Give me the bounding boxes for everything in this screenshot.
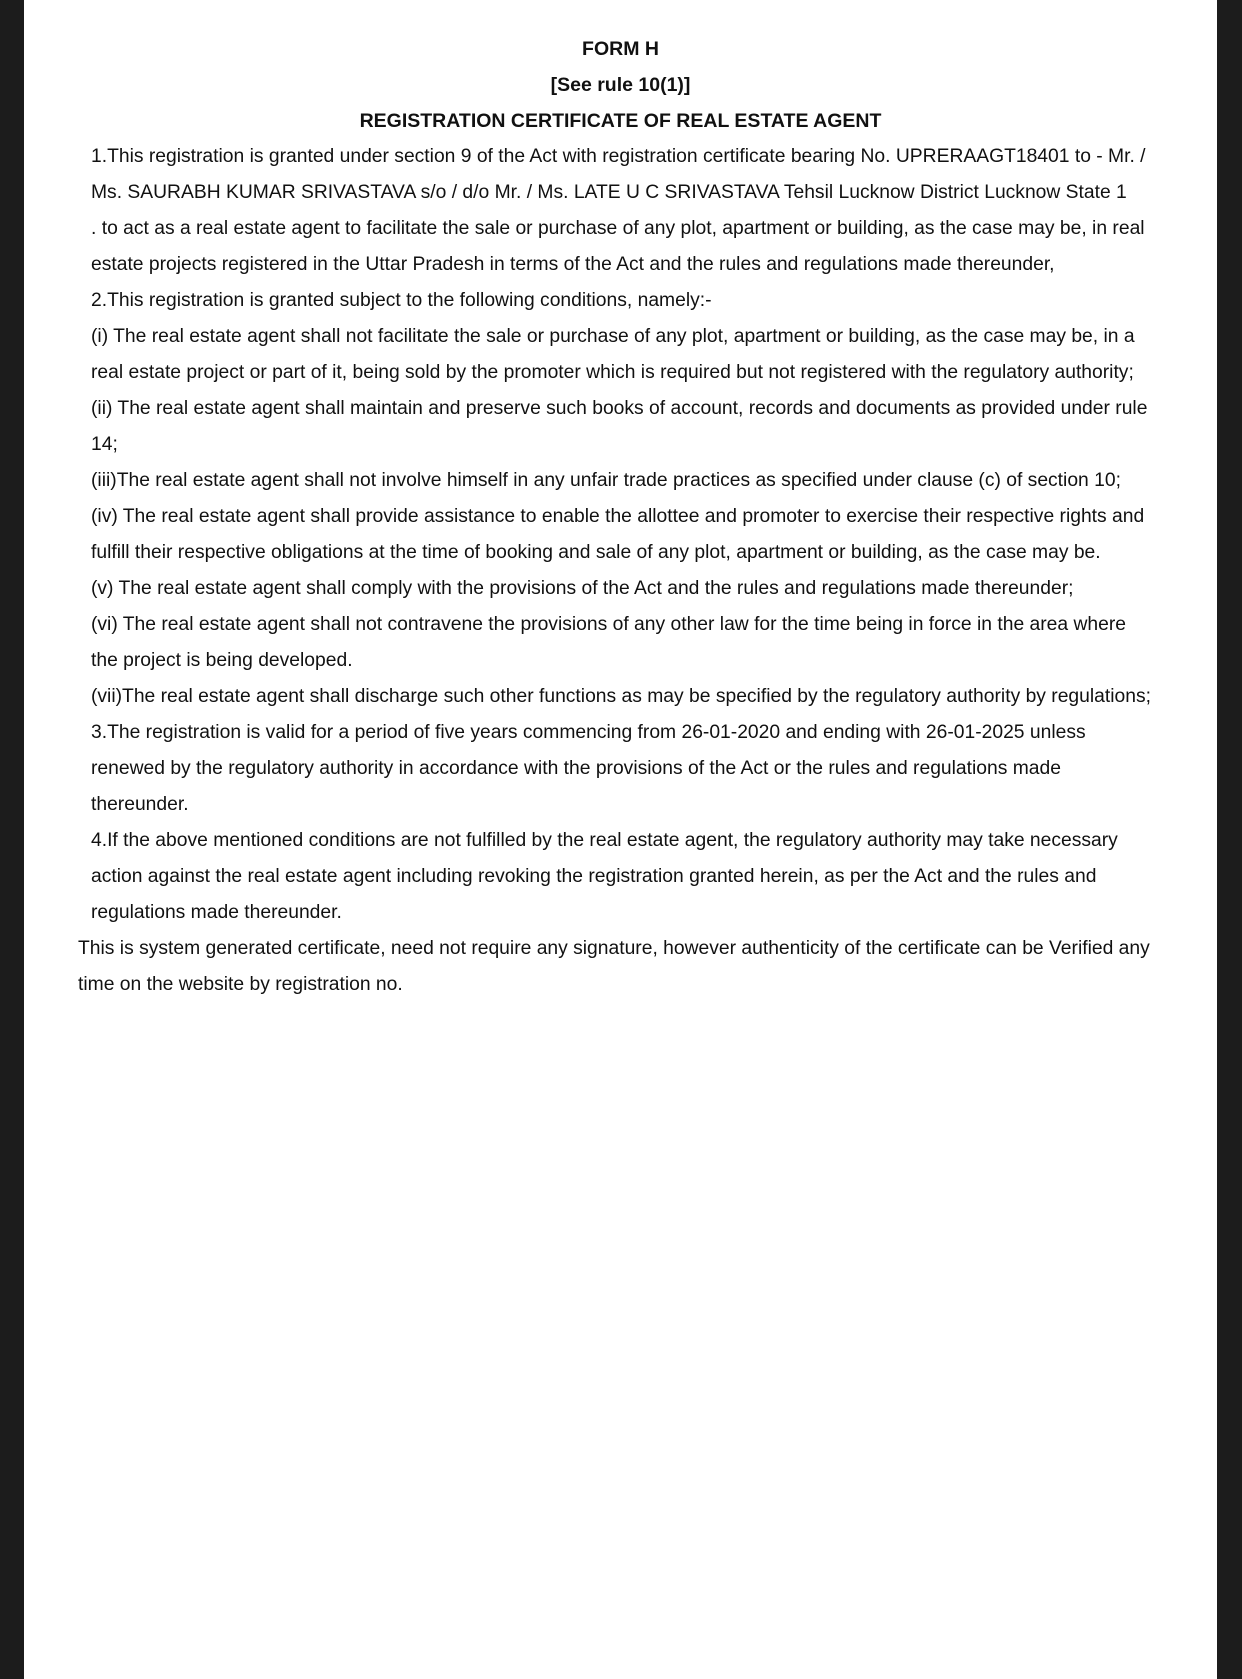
rule-reference: [See rule 10(1)] xyxy=(550,74,691,96)
body-line: (v) The real estate agent shall comply with the provisions of the Act and the rules and regulations made thereunder; xyxy=(91,578,1074,599)
body-line: Ms. SAURABH KUMAR SRIVASTAVA s/o / d/o Mr. / Ms. LATE U C SRIVASTAVA Tehsil Lucknow District Lucknow State 1 xyxy=(91,182,1127,203)
body-line: (iii)The real estate agent shall not involve himself in any unfair trade practices as specified under clause (c) of section 10; xyxy=(91,470,1121,491)
body-line: (i) The real estate agent shall not facilitate the sale or purchase of any plot, apartment or building, as the case may be, in a xyxy=(91,326,1135,347)
body-line: 14; xyxy=(91,434,118,455)
body-line: 2.This registration is granted subject to the following conditions, namely:- xyxy=(91,290,712,311)
form-title: FORM H xyxy=(582,38,659,60)
footer-line: time on the website by registration no. xyxy=(78,974,403,995)
body-line: regulations made thereunder. xyxy=(91,902,342,923)
body-line: 4.If the above mentioned conditions are not fulfilled by the real estate agent, the regulatory authority may take necessary xyxy=(91,830,1118,851)
body-line: renewed by the regulatory authority in accordance with the provisions of the Act or the rules and regulations made xyxy=(91,758,1061,779)
footer-line: This is system generated certificate, need not require any signature, however authenticity of the certificate can be Verified any xyxy=(78,938,1150,959)
body-line: thereunder. xyxy=(91,794,189,815)
body-line: the project is being developed. xyxy=(91,650,353,671)
certificate-title: REGISTRATION CERTIFICATE OF REAL ESTATE AGENT xyxy=(359,110,882,132)
body-line: . to act as a real estate agent to facilitate the sale or purchase of any plot, apartment or building, as the case may be, in real xyxy=(91,218,1145,239)
body-line: (vi) The real estate agent shall not contravene the provisions of any other law for the time being in force in the area where xyxy=(91,614,1126,635)
body-line: estate projects registered in the Uttar Pradesh in terms of the Act and the rules and regulations made thereunder, xyxy=(91,254,1055,275)
body-line: action against the real estate agent including revoking the registration granted herein, as per the Act and the rules and xyxy=(91,866,1097,887)
certificate-body xyxy=(78,143,1151,1007)
body-line: (vii)The real estate agent shall discharge such other functions as may be specified by the regulatory authority by regulations; xyxy=(91,686,1151,707)
document-page xyxy=(24,0,1217,1679)
body-line: real estate project or part of it, being sold by the promoter which is required but not registered with the regulatory authority; xyxy=(91,362,1134,383)
body-line: 1.This registration is granted under section 9 of the Act with registration certificate bearing No. UPRERAAGT18401 to - Mr. / xyxy=(91,146,1146,167)
body-line: fulfill their respective obligations at the time of booking and sale of any plot, apartment or building, as the case may be. xyxy=(91,542,1101,563)
body-line: 3.The registration is valid for a period of five years commencing from 26-01-2020 and ending with 26-01-2025 unless xyxy=(91,722,1086,743)
body-line: (iv) The real estate agent shall provide assistance to enable the allottee and promoter to exercise their respective rights and xyxy=(91,506,1145,527)
body-line: (ii) The real estate agent shall maintain and preserve such books of account, records and documents as provided under rule xyxy=(91,398,1148,419)
